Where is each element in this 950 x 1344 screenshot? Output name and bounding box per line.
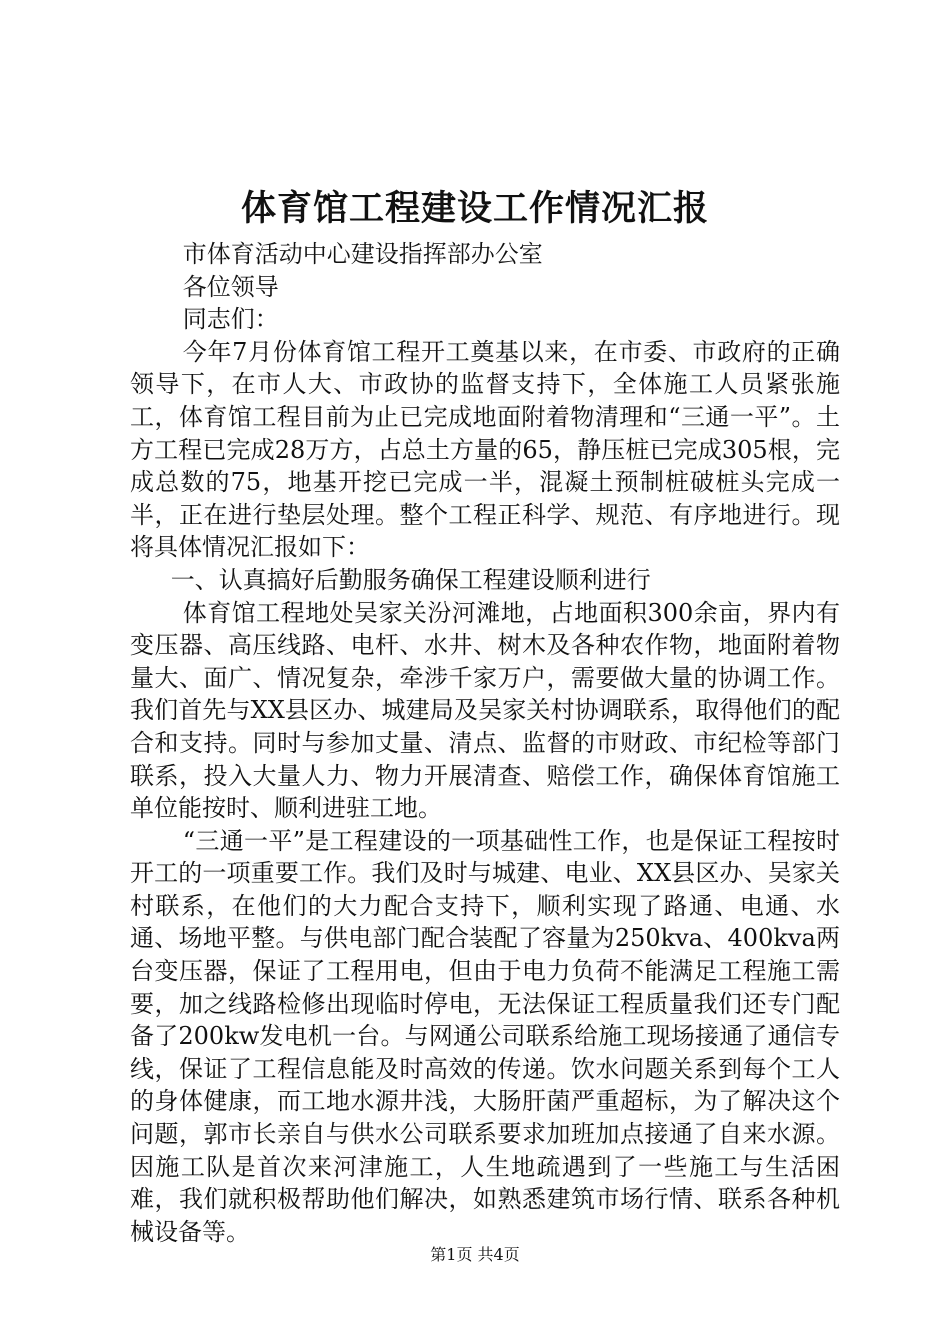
salutation-leaders: 各位领导 bbox=[182, 272, 279, 301]
section-heading-1: 一、认真搞好后勤服务确保工程建设顺利进行 bbox=[170, 565, 651, 594]
page-footer: 第1页 共4页 bbox=[430, 1245, 520, 1264]
document-title: 体育馆工程建设工作情况汇报 bbox=[240, 188, 709, 229]
salutation-comrades: 同志们： bbox=[182, 305, 279, 334]
paragraph-site: 体育馆工程地处吴家关汾河滩地，占地面积300余亩，界内有变压器、高压线路、电杆、水井、树木及各种农作物，地面附着物量大、面广、情况复杂，牵涉千家万户，需要做大量的协调工作。我们首先与XX县区办、城建局及吴家关村协调联系，取得他们的配合和支持。同时与参加丈量、清点、监督的市财政、市纪检等部门联系，投入大量人力、物力开展清查、赔偿工作，确保体育馆施工单位能按时、顺利进驻工地。 bbox=[130, 598, 840, 823]
addressee-office: 市体育活动中心建设指挥部办公室 bbox=[182, 240, 543, 268]
paragraph-three-links: “三通一平”是工程建设的一项基础性工作，也是保证工程按时开工的一项重要工作。我们及时与城建、电业、XX县区办、吴家关村联系，在他们的大力配合支持下，顺利实现了路通、电通、水通、场地平整。与供电部门配合装配了容量为250kva、400kva两台变压器，保证了工程用电，但由于电力负荷不能满足工程施工需要，加之线路检修出现临时停电，无法保证工程质量我们还专门配备了200kw发电机一台。与网通公司联系给施工现场接通了通信专线，保证了工程信息能及时高效的传递。饮水问题关系到每个工人的身体健康，而工地水源井浅，大肠肝菌严重超标，为了解决这个问题，郭市长亲自与供水公司联系要求加班加点接通了自来水源。因施工队是首次来河津施工，人生地疏遇到了一些施工与生活困难，我们就积极帮助他们解决，如熟悉建筑市场行情、联系各种机械设备等。 bbox=[130, 826, 840, 1246]
paragraph-intro: 今年7月份体育馆工程开工奠基以来，在市委、市政府的正确领导下，在市人大、市政协的监督支持下，全体施工人员紧张施工，体育馆工程目前为止已完成地面附着物清理和“三通一平”。土方工程已完成28万方，占总土方量的65，静压桩已完成305根，完成总数的75，地基开挖已完成一半，混凝土预制桩破桩头完成一半，正在进行垫层处理。整个工程正科学、规范、有序地进行。现将具体情况汇报如下： bbox=[130, 337, 840, 562]
document-body bbox=[130, 238, 840, 1248]
